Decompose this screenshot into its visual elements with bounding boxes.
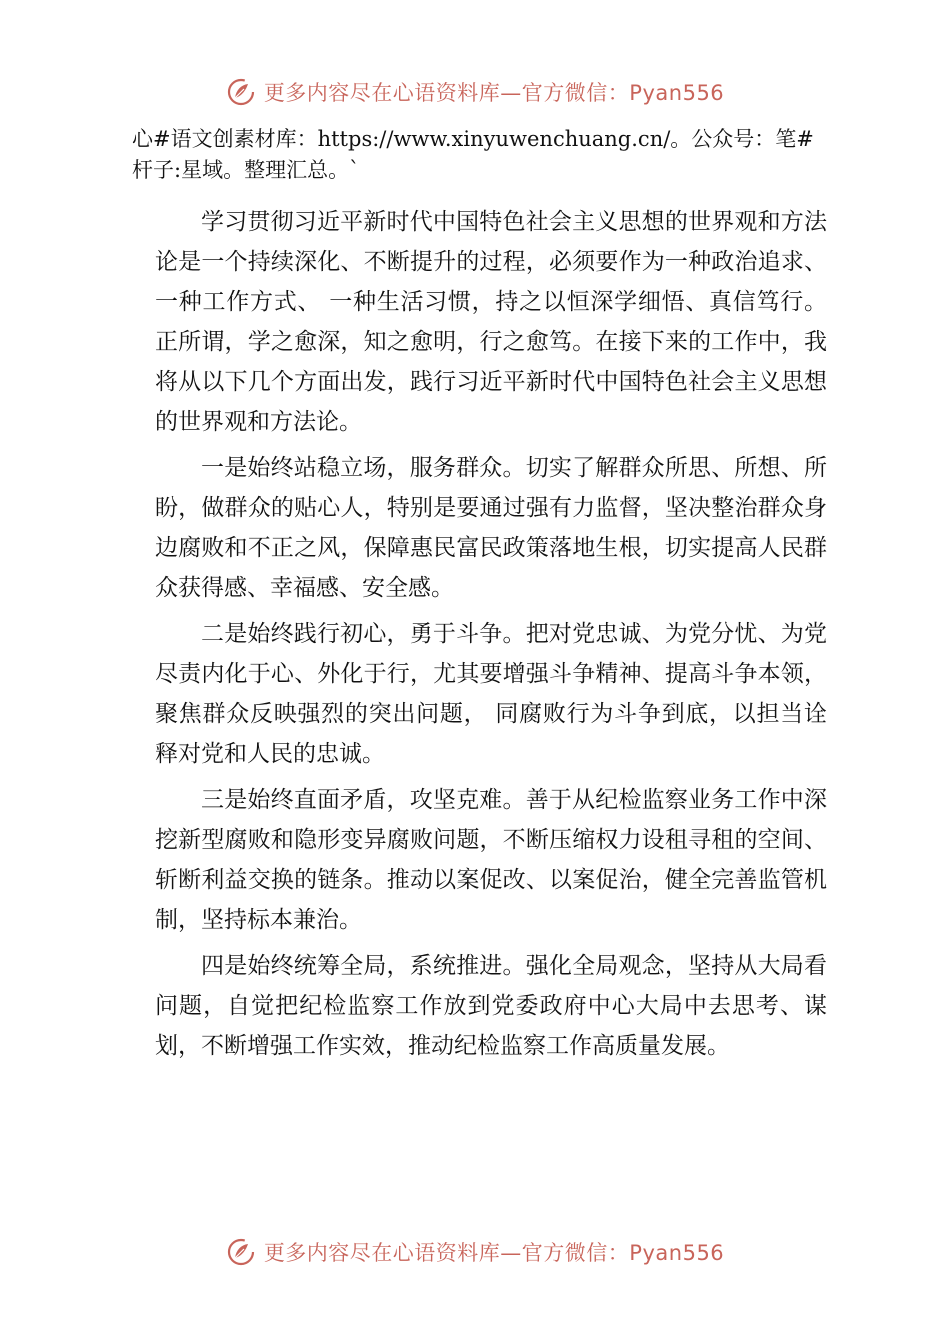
paragraph-point-2: 二是始终践行初心，勇于斗争。把对党忠诚、为党分忧、为党尽责内化于心、外化于行，尤其要增强斗争精神、提高斗争本领，聚焦群众反映强烈的突出问题， 同腐败行为斗争到底，以担当诠释对党和人民的忠诚。	[155, 621, 827, 767]
leaf-seal-icon	[226, 1237, 256, 1267]
footer-banner	[0, 1232, 950, 1272]
document-body	[155, 202, 827, 1072]
paragraph-point-4: 四是始终统筹全局，系统推进。强化全局观念，坚持从大局看问题，自觉把纪检监察工作放到党委政府中心大局中去思考、谋划，不断增强工作实效，推动纪检监察工作高质量发展。	[155, 953, 827, 1059]
header-banner	[0, 72, 950, 112]
paragraph-point-3: 三是始终直面矛盾，攻坚克难。善于从纪检监察业务工作中深挖新型腐败和隐形变异腐败问题，不断压缩权力设租寻租的空间、斩断利益交换的链条。推动以案促改、以案促治，健全完善监管机制，坚持标本兼治。	[155, 787, 827, 933]
paragraph-point-1: 一是始终站稳立场，服务群众。切实了解群众所思、所想、所盼，做群众的贴心人，特别是要通过强有力监督，坚决整治群众身边腐败和不正之风，保障惠民富民政策落地生根，切实提高人民群众获得感、幸福感、安全感。	[155, 455, 827, 601]
paragraph-intro: 学习贯彻习近平新时代中国特色社会主义思想的世界观和方法论是一个持续深化、不断提升的过程，必须要作为一种政治追求、 一种工作方式、 一种生活习惯，持之以恒深学细悟、真信笃行。正所谓，学之愈深，知之愈明，行之愈笃。在接下来的工作中，我将从以下几个方面出发，践行习近平新时代中国特色社会主义思想的世界观和方法论。	[155, 209, 827, 435]
leaf-seal-icon	[226, 77, 256, 107]
footer-banner-text: 更多内容尽在心语资料库—官方微信：Pyan556	[263, 1241, 725, 1265]
source-note: 心#语文创素材库：https://www.xinyuwenchuang.cn/。公众号：笔#杆子:星域。整理汇总。`	[132, 127, 814, 182]
header-banner-text: 更多内容尽在心语资料库—官方微信：Pyan556	[263, 81, 725, 105]
